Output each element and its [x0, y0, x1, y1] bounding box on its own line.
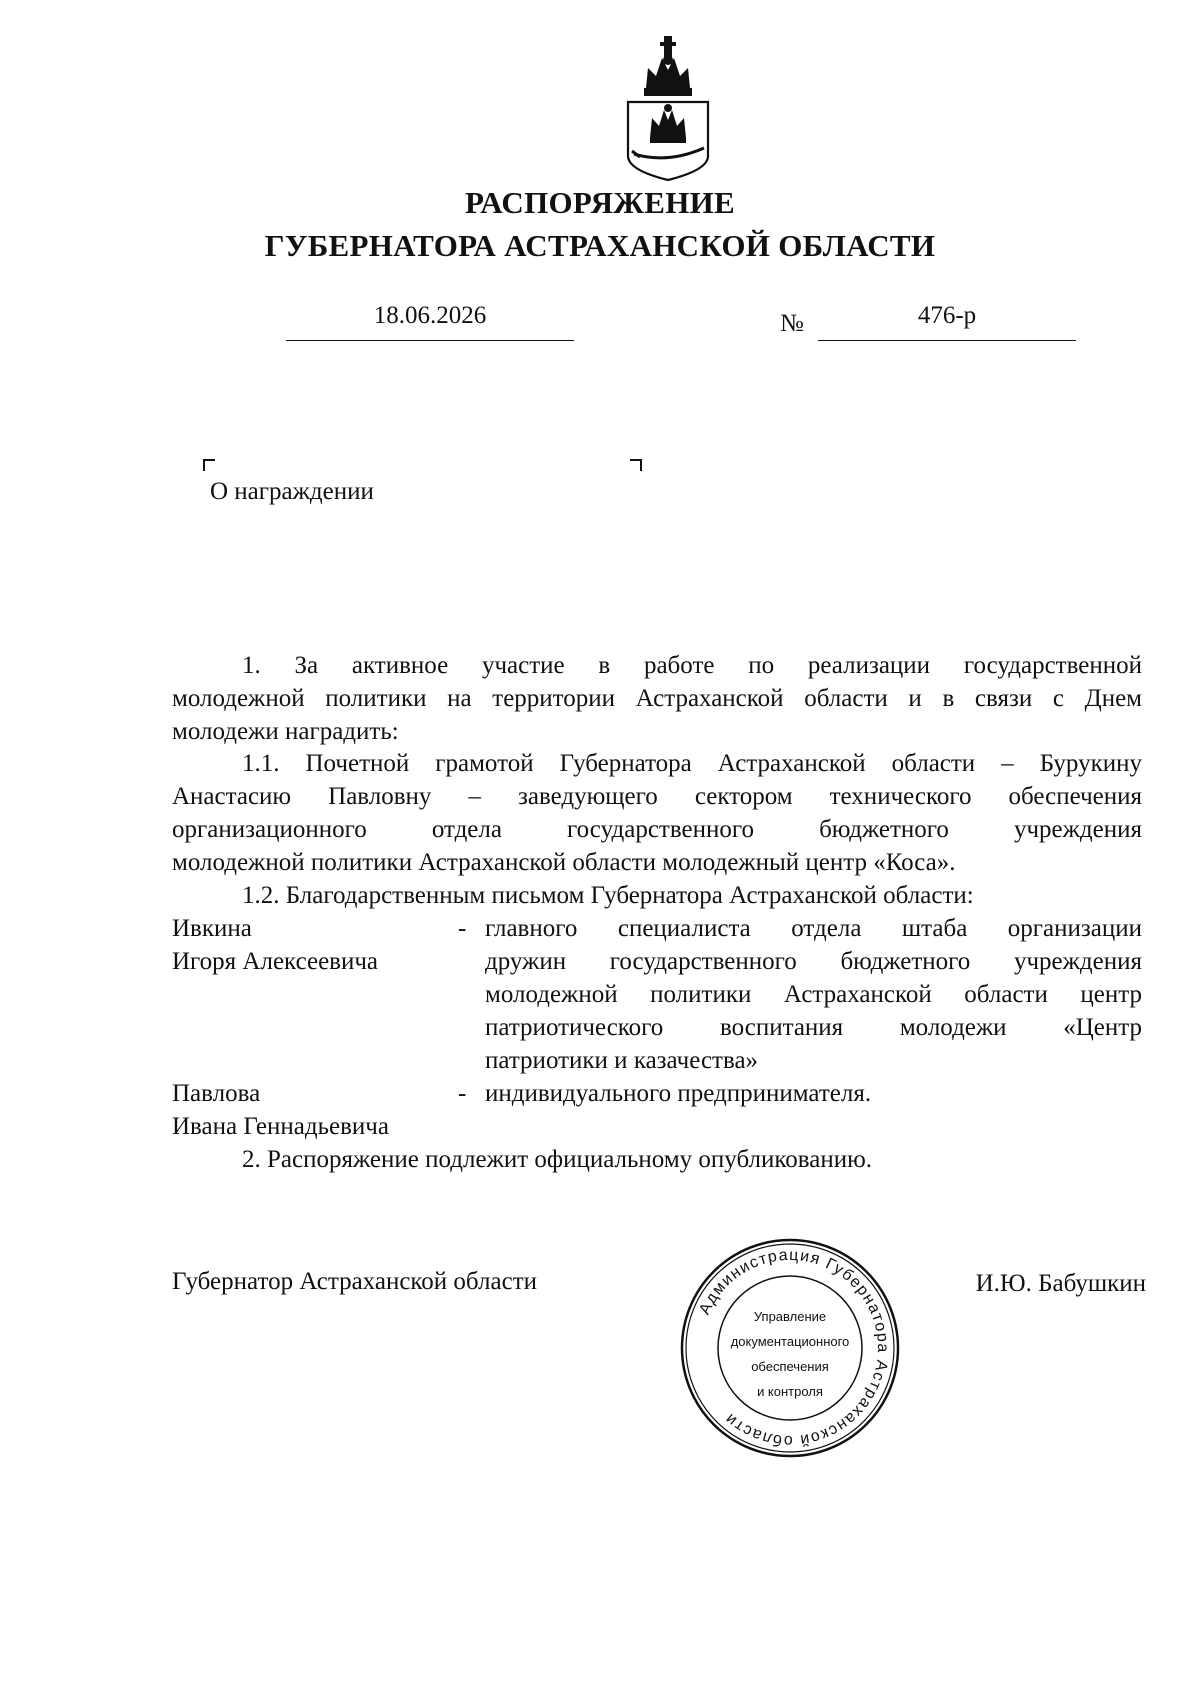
document-number: 476-р — [917, 302, 977, 329]
coat-of-arms-icon — [618, 30, 718, 182]
subject-corner-right — [630, 459, 642, 471]
awardee-1-position-line: дружин государственного бюджетного учреждения — [485, 948, 1142, 975]
paragraph-1-line: молодежи наградить: — [172, 718, 399, 745]
awardee-2-given-names: Ивана Геннадьевича — [172, 1113, 389, 1140]
number-field — [818, 302, 1076, 341]
signatory-name: И.Ю. Бабушкин — [975, 1270, 1146, 1297]
awardee-1-position-line: молодежной политики Астраханской области центр — [485, 981, 1142, 1008]
paragraph-1-line: молодежной политики на территории Астраханской области и в связи с Днем — [172, 685, 1142, 712]
document-title: РАСПОРЯЖЕНИЕ — [464, 185, 736, 220]
date-field — [286, 302, 574, 341]
stamp-inner-line: Управление — [753, 1309, 827, 1324]
awardee-1-position-line: главного специалиста отдела штаба организации — [485, 915, 1142, 942]
awardee-1-position-line: патриотического воспитания молодежи «Центр — [485, 1014, 1142, 1041]
stamp-inner-line: документационного — [730, 1334, 850, 1349]
paragraph-1-1-line: Анастасию Павловну – заведующего сектором технического обеспечения — [172, 783, 1142, 810]
awardee-1-position-line: патриотики и казачества» — [485, 1047, 759, 1074]
awardee-2-position-line: индивидуального предпринимателя. — [485, 1080, 872, 1107]
document-subject: О награждении — [210, 478, 374, 505]
paragraph-2: 2. Распоряжение подлежит официальному опубликованию. — [242, 1146, 873, 1173]
signatory-position: Губернатор Астраханской области — [172, 1268, 538, 1295]
stamp-outer-text: Администрация Губернатора Астраханской области — [696, 1246, 892, 1450]
number-label: № — [780, 310, 804, 337]
official-stamp — [678, 1236, 902, 1460]
stamp-inner-line: обеспечения — [751, 1359, 829, 1374]
document-date: 18.06.2026 — [373, 302, 487, 329]
awardee-1-given-names: Игоря Алексеевича — [172, 948, 379, 975]
subject-corner-left — [203, 459, 215, 471]
stamp-inner-line: и контроля — [757, 1384, 823, 1399]
awardee-1-dash: - — [458, 915, 467, 942]
awardee-2-dash: - — [458, 1080, 467, 1107]
document-title-authority: ГУБЕРНАТОРА АСТРАХАНСКОЙ ОБЛАСТИ — [264, 228, 936, 263]
awardee-1-surname: Ивкина — [172, 915, 252, 942]
awardee-2-surname: Павлова — [172, 1080, 261, 1107]
paragraph-1-1-line: организационного отдела государственного бюджетного учреждения — [172, 816, 1142, 843]
paragraph-1-1-line: молодежной политики Астраханской области молодежный центр «Коса». — [172, 849, 956, 876]
paragraph-1-2: 1.2. Благодарственным письмом Губернатора Астраханской области: — [242, 882, 974, 909]
paragraph-1-line: 1. За активное участие в работе по реализации государственной — [242, 652, 1142, 679]
paragraph-1-1-line: 1.1. Почетной грамотой Губернатора Астраханской области – Бурукину — [242, 750, 1142, 777]
